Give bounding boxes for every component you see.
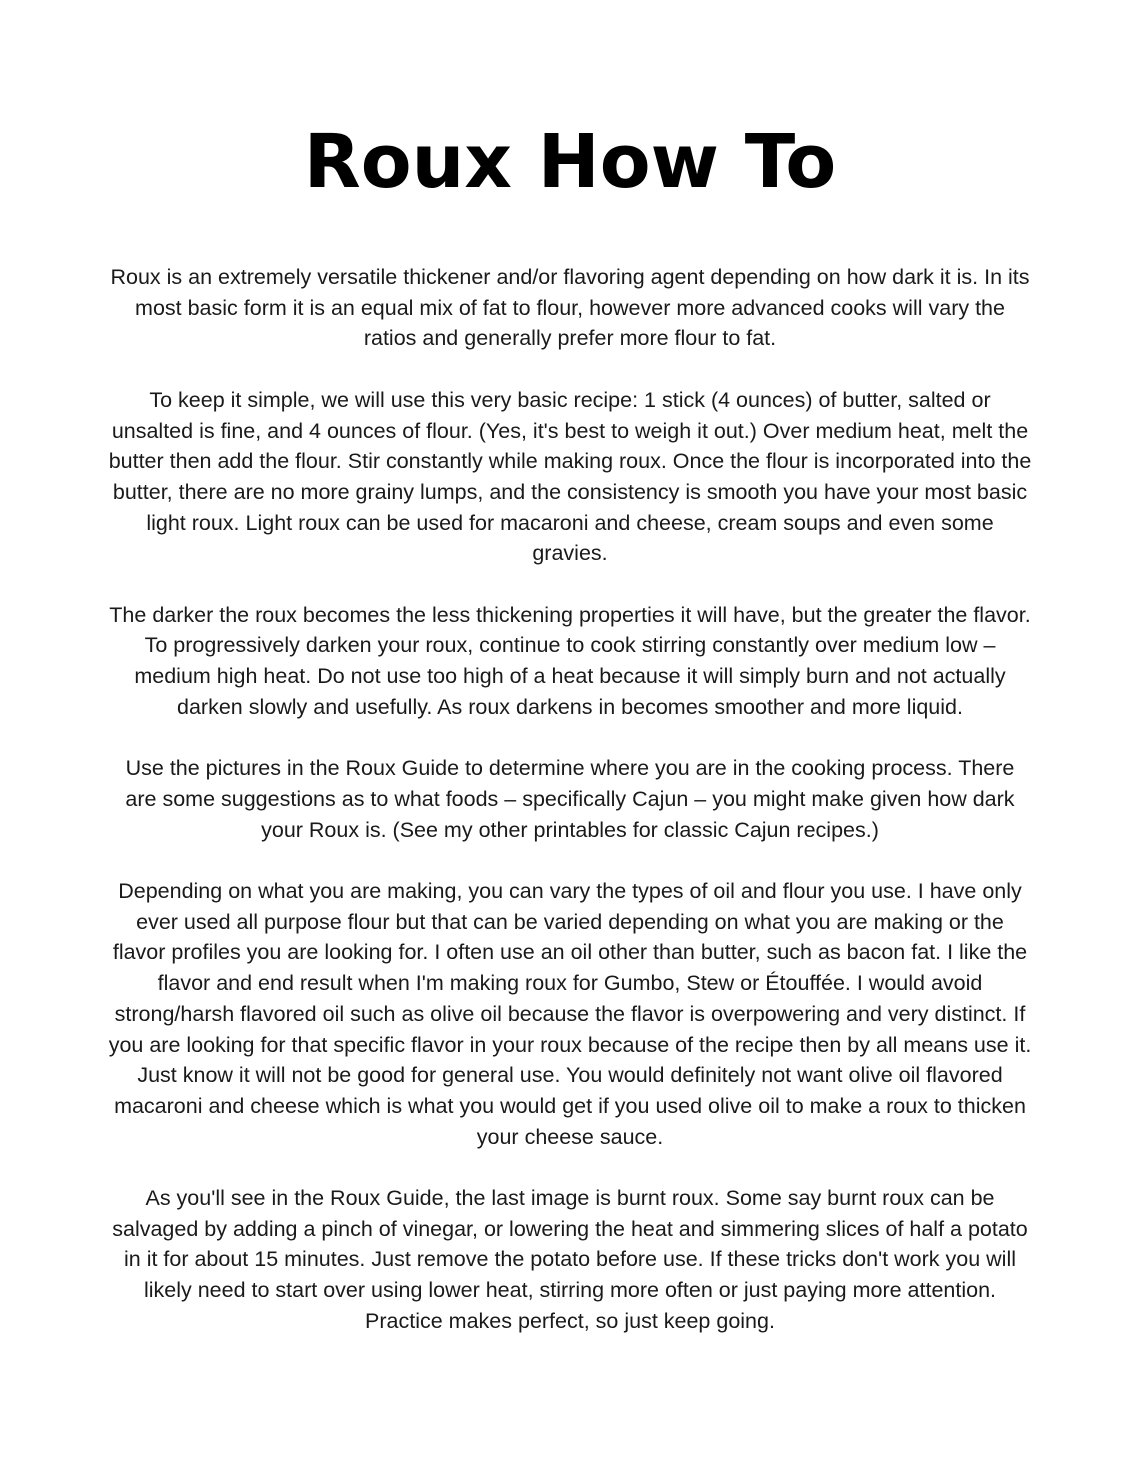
paragraph-basic-recipe: To keep it simple, we will use this very basic recipe: 1 stick (4 ounces) of butter, salted or unsalted is fine, and 4 ounces of flour. (Yes, it's best to weigh it out.) Over medium heat, melt the butter then add the flour. Stir constantly while making roux. Once the flour is incorporated into the butter, there are no more grainy lumps, and the consistency is smooth you have your most basic light roux. Light roux can be used for macaroni and cheese, cream soups and even some gravies. [108,387,1032,566]
paragraph-burnt-roux: As you'll see in the Roux Guide, the last image is burnt roux. Some say burnt roux can be salvaged by adding a pinch of vinegar, or lowering the heat and simmering slices of half a potato in it for about 15 minutes. Just remove the potato before use. If these tricks don't work you will likely need to start over using lower heat, stirring more often or just paying more attention. Practice makes perfect, so just keep going. [112,1186,1028,1333]
paragraph-darkening: The darker the roux becomes the less thickening properties it will have, but the greater the flavor. To progressively darken your roux, continue to cook stirring constantly over medium low – medium high heat. Do not use too high of a heat because it will simply burn and not actually darken slowly and usefully. As roux darkens in becomes smoother and more liquid. [109,602,1031,719]
body-text [108,262,1032,1367]
page-title: Roux How To [303,119,837,205]
paragraph-roux-guide: Use the pictures in the Roux Guide to determine where you are in the cooking process. There are some suggestions as to what foods – specifically Cajun – you might make given how dark your Roux is. (See my other printables for classic Cajun recipes.) [125,756,1015,842]
paragraph-oil-flour-variations: Depending on what you are making, you can vary the types of oil and flour you use. I have only ever used all purpose flour but that can be varied depending on what you are making or the flavor profiles you are looking for. I often use an oil other than butter, such as bacon fat. I like the flavor and end result when I'm making roux for Gumbo, Stew or Étouffée. I would avoid strong/harsh flavored oil such as olive oil because the flavor is overpowering and very distinct. If you are looking for that specific flavor in your roux because of the recipe then by all means use it. Just know it will not be good for general use. You would definitely not want olive oil flavored macaroni and cheese which is what you would get if you used olive oil to make a roux to thicken your cheese sauce. [108,879,1032,1149]
paragraph-intro: Roux is an extremely versatile thickener and/or flavoring agent depending on how dark it is. In its most basic form it is an equal mix of fat to flour, however more advanced cooks will vary the ratios and generally prefer more flour to fat. [110,265,1030,351]
